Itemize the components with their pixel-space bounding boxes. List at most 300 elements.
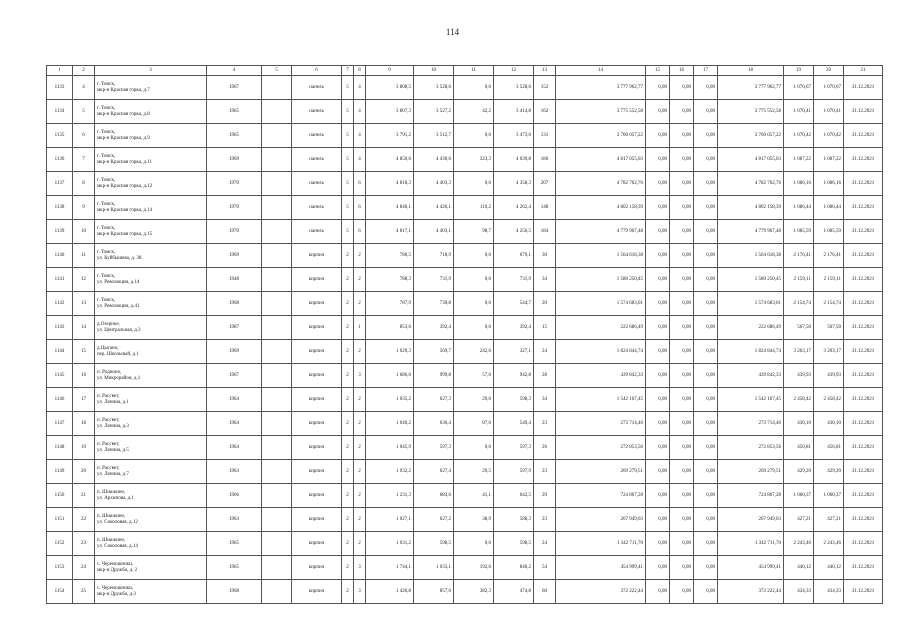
address-line-2: ул. Соколовая, д.14 xyxy=(97,543,138,549)
total-area-cell: 1 045,9 xyxy=(366,436,414,460)
floors-cell: 5 xyxy=(342,172,354,196)
entrances-cell: 2 xyxy=(354,484,366,508)
entrances-cell: 4 xyxy=(354,100,366,124)
address-line-2: ул. Революции, д.41 xyxy=(97,303,140,309)
floors-cell: 2 xyxy=(342,484,354,508)
table-row xyxy=(47,124,883,148)
address-line-1: г. Томск, xyxy=(97,297,116,303)
item-index-cell: 7 xyxy=(73,148,95,172)
value-col15-cell: 0,00 xyxy=(646,532,670,556)
value-col18-cell: 267 949,03 xyxy=(718,508,784,532)
nonliving-area-cell: 38,9 xyxy=(454,508,494,532)
value-col18-cell: 454 999,41 xyxy=(718,556,784,580)
date-cell: 31.12.2021 xyxy=(844,220,883,244)
value-col19-cell: 1 086,16 xyxy=(784,172,814,196)
nonliving-area-cell: 0,0 xyxy=(454,124,494,148)
address-line-2: ул. Ленина, д.3 xyxy=(97,423,129,429)
item-index-cell: 25 xyxy=(73,580,95,604)
address-line-2: ул. Ленина, д.1 xyxy=(97,399,129,405)
value-col17-cell: 0,00 xyxy=(694,100,718,124)
cost-cell: 4 779 967,48 xyxy=(556,220,646,244)
entrances-cell: 6 xyxy=(354,172,366,196)
value-col19-cell: 1 060,37 xyxy=(784,484,814,508)
cost-cell: 4 802 158,39 xyxy=(556,196,646,220)
entrances-cell: 2 xyxy=(354,268,366,292)
address-cell xyxy=(95,532,207,556)
cell-empty-cell xyxy=(262,100,292,124)
table-row xyxy=(47,316,883,340)
cost-cell: 267 949,03 xyxy=(556,508,646,532)
address-line-2: ул. Соколовая, д.12 xyxy=(97,519,138,525)
residents-cell: 23 xyxy=(534,460,556,484)
cell-empty-cell xyxy=(262,196,292,220)
floors-cell: 2 xyxy=(342,388,354,412)
value-col15-cell: 0,00 xyxy=(646,340,670,364)
nonliving-area-cell: 242,6 xyxy=(454,340,494,364)
value-col18-cell: 1 580 250,45 xyxy=(718,268,784,292)
address-line-2: мкр-н Красная горка, д.12 xyxy=(97,183,153,189)
value-col15-cell: 0,00 xyxy=(646,148,670,172)
wall-material-cell: кирпич xyxy=(292,268,342,292)
residents-cell: 28 xyxy=(534,364,556,388)
record-number-cell: 1142 xyxy=(47,292,73,316)
column-header: 2 xyxy=(73,66,95,76)
wall-material-cell: панель xyxy=(292,148,342,172)
value-col19-cell: 439,93 xyxy=(784,364,814,388)
living-area-cell: 999,8 xyxy=(414,364,454,388)
area-value-cell: 731,9 xyxy=(494,268,534,292)
total-area-cell: 1 031,2 xyxy=(366,532,414,556)
cell-empty-cell xyxy=(262,556,292,580)
living-area-cell: 636,4 xyxy=(414,412,454,436)
date-cell: 31.12.2021 xyxy=(844,100,883,124)
item-index-cell: 14 xyxy=(73,316,95,340)
table-row xyxy=(47,436,883,460)
address-cell xyxy=(95,484,207,508)
floors-cell: 2 xyxy=(342,412,354,436)
value-col16-cell: 0,00 xyxy=(670,412,694,436)
column-header: 8 xyxy=(354,66,366,76)
address-line-2: ул. Революции, д.14 xyxy=(97,279,140,285)
residents-cell: 152 xyxy=(534,76,556,100)
cost-cell: 3 777 962,77 xyxy=(556,76,646,100)
build-year-cell: 1970 xyxy=(207,220,262,244)
value-col19-cell: 430,10 xyxy=(784,412,814,436)
living-area-cell: 4 403,3 xyxy=(414,172,454,196)
total-area-cell: 1 744,1 xyxy=(366,556,414,580)
residents-cell: 34 xyxy=(534,268,556,292)
address-line-1: г. Томск, xyxy=(97,129,116,135)
build-year-cell: 1968 xyxy=(207,580,262,604)
entrances-cell: 6 xyxy=(354,196,366,220)
area-value-cell: 598,5 xyxy=(494,532,534,556)
value-col17-cell: 0,00 xyxy=(694,580,718,604)
address-line-1: п. Рассвет, xyxy=(97,465,120,471)
value-col18-cell: 1 564 618,38 xyxy=(718,244,784,268)
entrances-cell: 4 xyxy=(354,124,366,148)
value-col16-cell: 0,00 xyxy=(670,124,694,148)
item-index-cell: 15 xyxy=(73,340,95,364)
residents-cell: 131 xyxy=(534,124,556,148)
address-cell xyxy=(95,292,207,316)
entrances-cell: 2 xyxy=(354,244,366,268)
table-row xyxy=(47,220,883,244)
build-year-cell: 1969 xyxy=(207,340,262,364)
area-value-cell: 4 358,3 xyxy=(494,172,534,196)
item-index-cell: 19 xyxy=(73,436,95,460)
record-number-cell: 1139 xyxy=(47,220,73,244)
area-value-cell: 597,9 xyxy=(494,460,534,484)
address-cell xyxy=(95,244,207,268)
table-row xyxy=(47,388,883,412)
address-cell xyxy=(95,412,207,436)
living-area-cell: 718,9 xyxy=(414,244,454,268)
total-area-cell: 3 807,3 xyxy=(366,100,414,124)
area-value-cell: 642,5 xyxy=(494,484,534,508)
record-number-cell: 1141 xyxy=(47,268,73,292)
value-col20-cell: 434,33 xyxy=(814,580,844,604)
entrances-cell: 1 xyxy=(354,316,366,340)
value-col20-cell: 439,93 xyxy=(814,364,844,388)
address-line-1: г. Томск, xyxy=(97,273,116,279)
area-value-cell: 3 473,0 xyxy=(494,124,534,148)
living-area-cell: 598,5 xyxy=(414,532,454,556)
value-col20-cell: 440,12 xyxy=(814,556,844,580)
floors-cell: 2 xyxy=(342,508,354,532)
nonliving-area-cell: 0,0 xyxy=(454,292,494,316)
value-col19-cell: 1 070,67 xyxy=(784,76,814,100)
entrances-cell: 2 xyxy=(354,532,366,556)
living-area-cell: 1 033,1 xyxy=(414,556,454,580)
area-value-cell: 4 262,4 xyxy=(494,196,534,220)
build-year-cell: 1965 xyxy=(207,532,262,556)
value-col16-cell: 0,00 xyxy=(670,436,694,460)
total-area-cell: 4 840,1 xyxy=(366,196,414,220)
value-col17-cell: 0,00 xyxy=(694,268,718,292)
cell-empty-cell xyxy=(262,220,292,244)
value-col18-cell: 1 574 683,01 xyxy=(718,292,784,316)
value-col19-cell: 427,21 xyxy=(784,508,814,532)
value-col17-cell: 0,00 xyxy=(694,460,718,484)
column-header: 3 xyxy=(95,66,207,76)
wall-material-cell: кирпич xyxy=(292,532,342,556)
address-line-1: п. Рассвет, xyxy=(97,417,120,423)
wall-material-cell: панель xyxy=(292,220,342,244)
value-col15-cell: 0,00 xyxy=(646,172,670,196)
build-year-cell: 1964 xyxy=(207,436,262,460)
column-header: 17 xyxy=(694,66,718,76)
area-value-cell: 598,3 xyxy=(494,388,534,412)
value-col16-cell: 0,00 xyxy=(670,532,694,556)
value-col16-cell: 0,00 xyxy=(670,460,694,484)
floors-cell: 2 xyxy=(342,460,354,484)
date-cell: 31.12.2021 xyxy=(844,412,883,436)
nonliving-area-cell: 0,0 xyxy=(454,316,494,340)
living-area-cell: 857,0 xyxy=(414,580,454,604)
value-col19-cell: 1 087,22 xyxy=(784,148,814,172)
record-number-cell: 1133 xyxy=(47,76,73,100)
table-row xyxy=(47,244,883,268)
address-line-1: с. Черемошники, xyxy=(97,561,134,567)
living-area-cell: 4 403,1 xyxy=(414,220,454,244)
value-col17-cell: 0,00 xyxy=(694,436,718,460)
column-header: 10 xyxy=(414,66,454,76)
build-year-cell: 1948 xyxy=(207,268,262,292)
cell-empty-cell xyxy=(262,340,292,364)
area-value-cell: 3 528,6 xyxy=(494,76,534,100)
value-col20-cell: 430,10 xyxy=(814,412,844,436)
value-col15-cell: 0,00 xyxy=(646,364,670,388)
date-cell: 31.12.2021 xyxy=(844,148,883,172)
value-col15-cell: 0,00 xyxy=(646,292,670,316)
address-line-2: мкр-н Красная горка, д.11 xyxy=(97,159,153,165)
residents-cell: 15 xyxy=(534,316,556,340)
value-col17-cell: 0,00 xyxy=(694,148,718,172)
floors-cell: 2 xyxy=(342,340,354,364)
value-col18-cell: 3 760 057,22 xyxy=(718,124,784,148)
cost-cell: 454 999,41 xyxy=(556,556,646,580)
wall-material-cell: кирпич xyxy=(292,460,342,484)
cell-empty-cell xyxy=(262,148,292,172)
wall-material-cell: кирпич xyxy=(292,580,342,604)
address-line-2: ул. Куйбышева, д. 38 xyxy=(97,255,142,261)
record-number-cell: 1140 xyxy=(47,244,73,268)
value-col17-cell: 0,00 xyxy=(694,412,718,436)
cost-cell: 3 760 057,22 xyxy=(556,124,646,148)
value-col15-cell: 0,00 xyxy=(646,244,670,268)
value-col17-cell: 0,00 xyxy=(694,364,718,388)
address-cell xyxy=(95,460,207,484)
value-col16-cell: 0,00 xyxy=(670,268,694,292)
record-number-cell: 1147 xyxy=(47,412,73,436)
residents-cell: 60 xyxy=(534,580,556,604)
address-line-1: п. Родионо, xyxy=(97,369,122,375)
value-col18-cell: 4 817 055,03 xyxy=(718,148,784,172)
residents-cell: 162 xyxy=(534,100,556,124)
value-col18-cell: 4 802 158,39 xyxy=(718,196,784,220)
value-col20-cell: 1 060,37 xyxy=(814,484,844,508)
date-cell: 31.12.2021 xyxy=(844,508,883,532)
area-value-cell: 549,4 xyxy=(494,412,534,436)
value-col15-cell: 0,00 xyxy=(646,508,670,532)
address-cell xyxy=(95,508,207,532)
wall-material-cell: кирпич xyxy=(292,412,342,436)
residents-cell: 34 xyxy=(534,388,556,412)
entrances-cell: 2 xyxy=(354,508,366,532)
date-cell: 31.12.2021 xyxy=(844,316,883,340)
floors-cell: 5 xyxy=(342,100,354,124)
build-year-cell: 1970 xyxy=(207,196,262,220)
value-col20-cell: 1 086,44 xyxy=(814,196,844,220)
item-index-cell: 17 xyxy=(73,388,95,412)
date-cell: 31.12.2021 xyxy=(844,532,883,556)
record-number-cell: 1145 xyxy=(47,364,73,388)
value-col18-cell: 1 542 167,45 xyxy=(718,388,784,412)
address-cell xyxy=(95,316,207,340)
value-col17-cell: 0,00 xyxy=(694,172,718,196)
record-number-cell: 1154 xyxy=(47,580,73,604)
value-col16-cell: 0,00 xyxy=(670,580,694,604)
item-index-cell: 13 xyxy=(73,292,95,316)
value-col20-cell: 2 458,42 xyxy=(814,388,844,412)
wall-material-cell: кирпич xyxy=(292,436,342,460)
floors-cell: 5 xyxy=(342,76,354,100)
living-area-cell: 392,4 xyxy=(414,316,454,340)
floors-cell: 2 xyxy=(342,244,354,268)
total-area-cell: 787,9 xyxy=(366,292,414,316)
record-number-cell: 1152 xyxy=(47,532,73,556)
value-col17-cell: 0,00 xyxy=(694,76,718,100)
cost-cell: 4 782 702,76 xyxy=(556,172,646,196)
date-cell: 31.12.2021 xyxy=(844,172,883,196)
table-row xyxy=(47,508,883,532)
address-line-2: мкр-н Красная горка, д.14 xyxy=(97,207,153,213)
nonliving-area-cell: 110,2 xyxy=(454,196,494,220)
address-line-1: д.Озерное, xyxy=(97,321,120,327)
total-area-cell: 1 686,0 xyxy=(366,364,414,388)
value-col19-cell: 2 159,11 xyxy=(784,268,814,292)
value-col16-cell: 0,00 xyxy=(670,76,694,100)
residents-cell: 23 xyxy=(534,508,556,532)
value-col19-cell: 1 070,42 xyxy=(784,124,814,148)
header-row xyxy=(47,66,883,76)
value-col20-cell: 1 087,22 xyxy=(814,148,844,172)
value-col16-cell: 0,00 xyxy=(670,388,694,412)
table-row xyxy=(47,292,883,316)
record-number-cell: 1136 xyxy=(47,148,73,172)
cost-cell: 272 853,56 xyxy=(556,436,646,460)
table-row xyxy=(47,412,883,436)
build-year-cell: 1964 xyxy=(207,388,262,412)
record-number-cell: 1143 xyxy=(47,316,73,340)
address-cell xyxy=(95,388,207,412)
nonliving-area-cell: 41,1 xyxy=(454,484,494,508)
address-line-2: мкр-н Красная горка, д.8 xyxy=(97,111,150,117)
total-area-cell: 780,5 xyxy=(366,244,414,268)
cost-cell: 1 564 618,38 xyxy=(556,244,646,268)
residents-cell: 30 xyxy=(534,244,556,268)
address-line-1: п. Шишкино, xyxy=(97,513,126,519)
wall-material-cell: панель xyxy=(292,196,342,220)
entrances-cell: 3 xyxy=(354,580,366,604)
floors-cell: 2 xyxy=(342,364,354,388)
nonliving-area-cell: 0,0 xyxy=(454,532,494,556)
total-area-cell: 1 040,2 xyxy=(366,412,414,436)
area-value-cell: 597,3 xyxy=(494,436,534,460)
total-area-cell: 3 791,2 xyxy=(366,124,414,148)
address-line-1: г. Томск, xyxy=(97,177,116,183)
record-number-cell: 1138 xyxy=(47,196,73,220)
living-area-cell: 569,7 xyxy=(414,340,454,364)
area-value-cell: 392,4 xyxy=(494,316,534,340)
item-index-cell: 9 xyxy=(73,196,95,220)
table-row xyxy=(47,364,883,388)
date-cell: 31.12.2021 xyxy=(844,364,883,388)
living-area-cell: 4 426,1 xyxy=(414,196,454,220)
value-col18-cell: 439 842,33 xyxy=(718,364,784,388)
nonliving-area-cell: 42,2 xyxy=(454,100,494,124)
value-col19-cell: 3 203,17 xyxy=(784,340,814,364)
item-index-cell: 23 xyxy=(73,532,95,556)
area-value-cell: 840,2 xyxy=(494,556,534,580)
date-cell: 31.12.2021 xyxy=(844,244,883,268)
entrances-cell: 2 xyxy=(354,292,366,316)
build-year-cell: 1967 xyxy=(207,364,262,388)
item-index-cell: 5 xyxy=(73,100,95,124)
address-line-2: ул. Микрорайон, д.1 xyxy=(97,375,141,381)
value-col18-cell: 1 342 711,70 xyxy=(718,532,784,556)
address-line-1: с. Черемошники, xyxy=(97,585,134,591)
value-col16-cell: 0,00 xyxy=(670,364,694,388)
build-year-cell: 1966 xyxy=(207,484,262,508)
value-col16-cell: 0,00 xyxy=(670,172,694,196)
table-row xyxy=(47,268,883,292)
total-area-cell: 4 817,1 xyxy=(366,220,414,244)
area-value-cell: 4 256,5 xyxy=(494,220,534,244)
column-header: 1 xyxy=(47,66,73,76)
address-line-2: пер. Школьный, д.1 xyxy=(97,351,139,357)
value-col20-cell: 429,20 xyxy=(814,460,844,484)
value-col18-cell: 3 777 962,77 xyxy=(718,76,784,100)
total-area-cell: 1 032,2 xyxy=(366,460,414,484)
living-area-cell: 627,3 xyxy=(414,388,454,412)
floors-cell: 2 xyxy=(342,316,354,340)
address-line-1: п. Рассвет, xyxy=(97,393,120,399)
value-col16-cell: 0,00 xyxy=(670,196,694,220)
column-header: 15 xyxy=(646,66,670,76)
value-col20-cell: 567,50 xyxy=(814,316,844,340)
address-cell xyxy=(95,100,207,124)
entrances-cell: 2 xyxy=(354,412,366,436)
cost-cell: 1 824 844,74 xyxy=(556,340,646,364)
address-line-1: п. Шишкино, xyxy=(97,537,126,543)
cell-empty-cell xyxy=(262,484,292,508)
cost-cell: 1 542 167,45 xyxy=(556,388,646,412)
value-col20-cell: 2 243,46 xyxy=(814,532,844,556)
entrances-cell: 2 xyxy=(354,340,366,364)
cost-cell: 1 580 250,45 xyxy=(556,268,646,292)
build-year-cell: 1965 xyxy=(207,124,262,148)
value-col20-cell: 2 154,74 xyxy=(814,292,844,316)
area-value-cell: 327,1 xyxy=(494,340,534,364)
total-area-cell: 1 426,8 xyxy=(366,580,414,604)
table-row xyxy=(47,100,883,124)
cell-empty-cell xyxy=(262,532,292,556)
value-col17-cell: 0,00 xyxy=(694,124,718,148)
floors-cell: 2 xyxy=(342,268,354,292)
total-area-cell: 4 818,3 xyxy=(366,172,414,196)
living-area-cell: 731,9 xyxy=(414,268,454,292)
value-col18-cell: 222 686,49 xyxy=(718,316,784,340)
value-col15-cell: 0,00 xyxy=(646,556,670,580)
nonliving-area-cell: 0,0 xyxy=(454,244,494,268)
table-row xyxy=(47,484,883,508)
record-number-cell: 1151 xyxy=(47,508,73,532)
floors-cell: 5 xyxy=(342,220,354,244)
item-index-cell: 6 xyxy=(73,124,95,148)
cost-cell: 273 714,46 xyxy=(556,412,646,436)
nonliving-area-cell: 0,0 xyxy=(454,172,494,196)
cell-empty-cell xyxy=(262,268,292,292)
floors-cell: 5 xyxy=(342,148,354,172)
date-cell: 31.12.2021 xyxy=(844,268,883,292)
living-area-cell: 3 528,6 xyxy=(414,76,454,100)
address-line-2: мкр-н Дружба, д.3 xyxy=(97,591,136,597)
item-index-cell: 21 xyxy=(73,484,95,508)
residents-cell: 148 xyxy=(534,196,556,220)
cell-empty-cell xyxy=(262,388,292,412)
floors-cell: 2 xyxy=(342,292,354,316)
